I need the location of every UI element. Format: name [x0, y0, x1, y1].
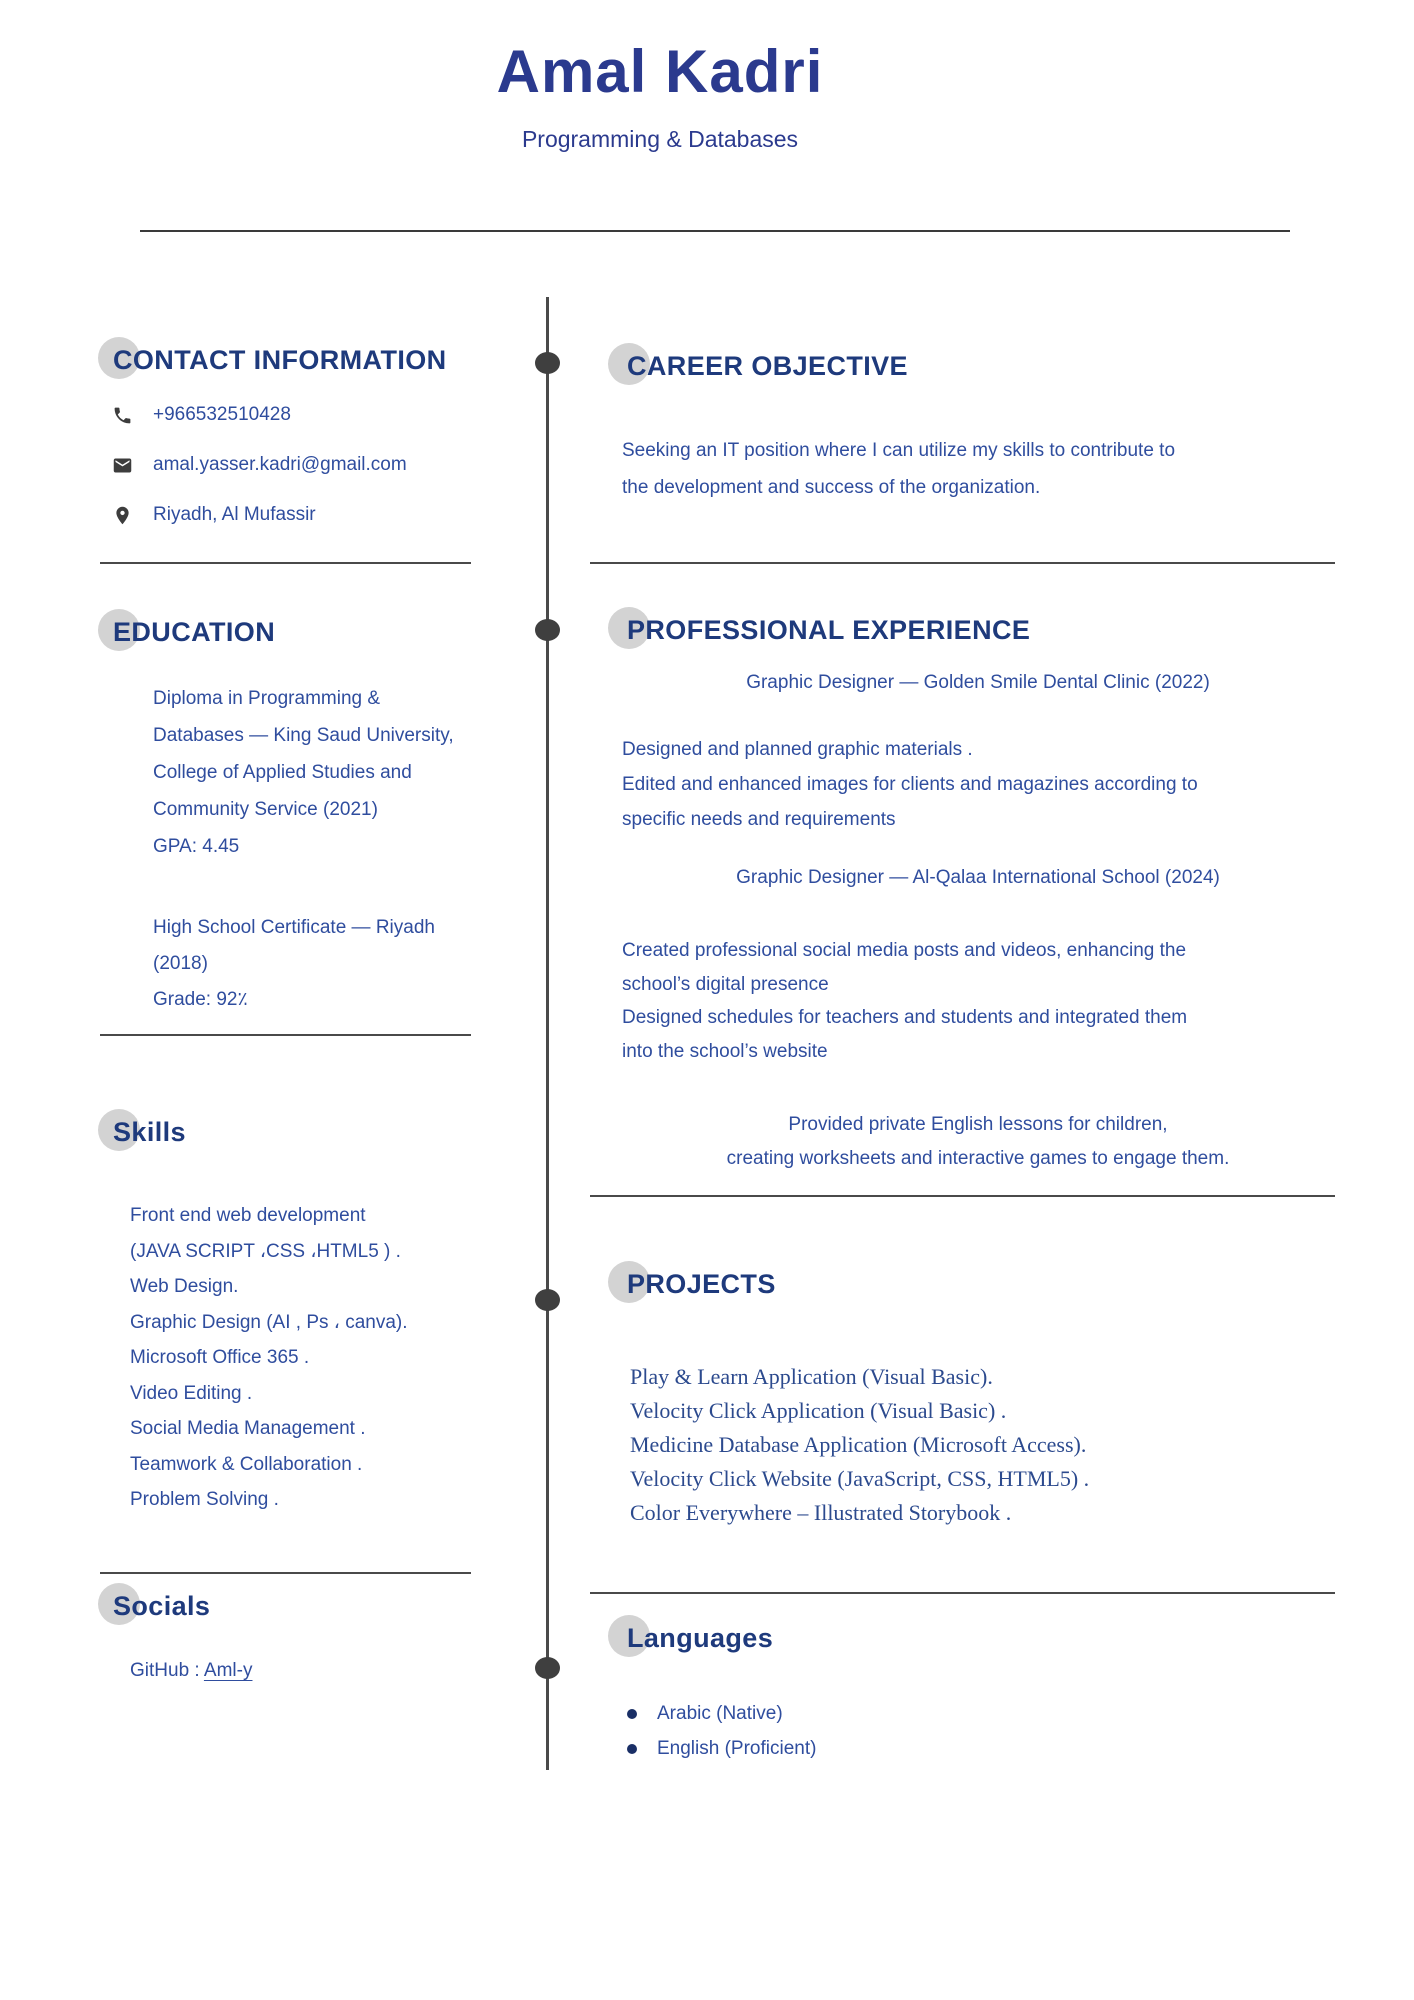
- github-row: [100, 1660, 492, 1682]
- job-description: [622, 732, 1334, 837]
- skill-item: Teamwork & Collaboration .: [130, 1453, 363, 1475]
- section-career-objective: [622, 350, 1334, 506]
- skill-item: Problem Solving .: [130, 1489, 279, 1510]
- language-item: [622, 1731, 1334, 1766]
- note-line: Provided private English lessons for children,: [788, 1114, 1168, 1135]
- section-heading-languages: Languages: [622, 1622, 773, 1654]
- bullet-icon: [627, 1709, 637, 1719]
- languages-list: [622, 1696, 1334, 1766]
- location-text: Riyadh, Al Mufassir: [153, 504, 316, 525]
- job-line: Edited and enhanced images for clients and magazines according to: [622, 774, 1198, 795]
- education-grade: Grade: 92٪: [153, 989, 248, 1010]
- job-line: into the school’s website: [622, 1040, 828, 1062]
- github-link[interactable]: Aml-y: [203, 1660, 253, 1681]
- job-line: Designed and planned graphic materials .: [622, 739, 973, 760]
- job-line: school’s digital presence: [622, 973, 829, 995]
- github-label: GitHub :: [130, 1660, 204, 1681]
- project-item: Velocity Click Website (JavaScript, CSS, HTML5) .: [630, 1466, 1090, 1491]
- education-line: High School Certificate — Riyadh: [153, 917, 435, 938]
- contact-list: [100, 402, 492, 528]
- section-socials: [100, 1590, 492, 1682]
- section-heading-projects: PROJECTS: [622, 1268, 776, 1300]
- project-item: Medicine Database Application (Microsoft Access).: [630, 1432, 1087, 1457]
- location-icon: [112, 505, 133, 526]
- objective-line: the development and success of the organization.: [622, 477, 1041, 498]
- skills-list: [100, 1198, 492, 1518]
- experience-note: [622, 1108, 1334, 1176]
- email-address: amal.yasser.kadri@gmail.com: [153, 454, 407, 475]
- job-title: Graphic Designer — Al-Qalaa International School (2024): [736, 867, 1220, 888]
- contact-item-phone: [100, 402, 492, 428]
- phone-icon: [112, 405, 133, 426]
- job-line: Designed schedules for teachers and students and integrated them: [622, 1007, 1188, 1028]
- skill-item: Graphic Design (AI , Ps ، canva).: [130, 1311, 408, 1333]
- skill-item: Front end web development: [130, 1205, 366, 1226]
- section-heading-education: EDUCATION: [100, 616, 275, 648]
- education-gpa: GPA: 4.45: [153, 836, 240, 857]
- timeline-dot: [535, 619, 560, 641]
- job-line: Created professional social media posts and videos, enhancing the: [622, 940, 1187, 961]
- language-text: English (Proficient): [657, 1737, 817, 1759]
- project-item: Color Everywhere – Illustrated Storybook .: [630, 1500, 1012, 1525]
- education-line: Databases — King Saud University,: [153, 725, 454, 746]
- skill-item: (JAVA SCRIPT ،CSS ،HTML5 ) .: [130, 1240, 401, 1262]
- objective-text: [622, 432, 1334, 506]
- project-item: Play & Learn Application (Visual Basic).: [630, 1364, 993, 1389]
- education-entry: [100, 910, 492, 1018]
- job-line: specific needs and requirements: [622, 809, 896, 830]
- education-line: College of Applied Studies and: [153, 762, 412, 783]
- education-line: (2018): [153, 953, 208, 974]
- divider: [590, 562, 1335, 564]
- bullet-icon: [627, 1744, 637, 1754]
- language-text: Arabic (Native): [657, 1702, 783, 1724]
- skill-item: Microsoft Office 365 .: [130, 1347, 310, 1368]
- timeline-dot: [535, 1657, 560, 1679]
- phone-number: +966532510428: [153, 404, 291, 425]
- job-title: Graphic Designer — Golden Smile Dental Clinic (2022): [746, 672, 1210, 693]
- page-subtitle: Programming & Databases: [521, 126, 799, 152]
- header-divider: [140, 230, 1290, 232]
- section-languages: [622, 1622, 1334, 1766]
- education-entry: [100, 680, 492, 865]
- projects-list: [622, 1360, 1334, 1530]
- language-item: [622, 1696, 1334, 1731]
- timeline-line: [546, 297, 549, 1770]
- project-item: Velocity Click Application (Visual Basic) .: [630, 1398, 1007, 1423]
- section-heading-career-objective: CAREER OBJECTIVE: [622, 350, 908, 382]
- section-contact: [100, 344, 492, 552]
- education-line: Diploma in Programming &: [153, 688, 381, 709]
- section-experience: [622, 614, 1334, 1176]
- section-skills: [100, 1116, 492, 1518]
- timeline-dot: [535, 352, 560, 374]
- contact-item-location: [100, 502, 492, 528]
- divider: [100, 1572, 471, 1574]
- email-icon: [112, 455, 133, 476]
- section-projects: [622, 1268, 1334, 1530]
- education-line: Community Service (2021): [153, 799, 378, 820]
- section-education: [100, 616, 492, 1018]
- timeline-dot: [535, 1289, 560, 1311]
- page-title: Amal Kadri: [496, 38, 824, 105]
- objective-line: Seeking an IT position where I can utilize my skills to contribute to: [622, 440, 1176, 461]
- section-heading-experience: PROFESSIONAL EXPERIENCE: [622, 614, 1030, 646]
- section-heading-contact: CONTACT INFORMATION: [100, 344, 447, 376]
- divider: [100, 562, 471, 564]
- skill-item: Social Media Management .: [130, 1418, 366, 1439]
- contact-item-email: [100, 452, 492, 478]
- skill-item: Web Design.: [130, 1276, 239, 1297]
- section-heading-skills: Skills: [100, 1116, 186, 1148]
- section-heading-socials: Socials: [100, 1590, 210, 1622]
- divider: [100, 1034, 471, 1036]
- skill-item: Video Editing .: [130, 1382, 253, 1404]
- divider: [590, 1592, 1335, 1594]
- header: [0, 0, 1320, 153]
- note-line: creating worksheets and interactive games to engage them.: [726, 1148, 1230, 1169]
- job-description: [622, 934, 1334, 1068]
- divider: [590, 1195, 1335, 1197]
